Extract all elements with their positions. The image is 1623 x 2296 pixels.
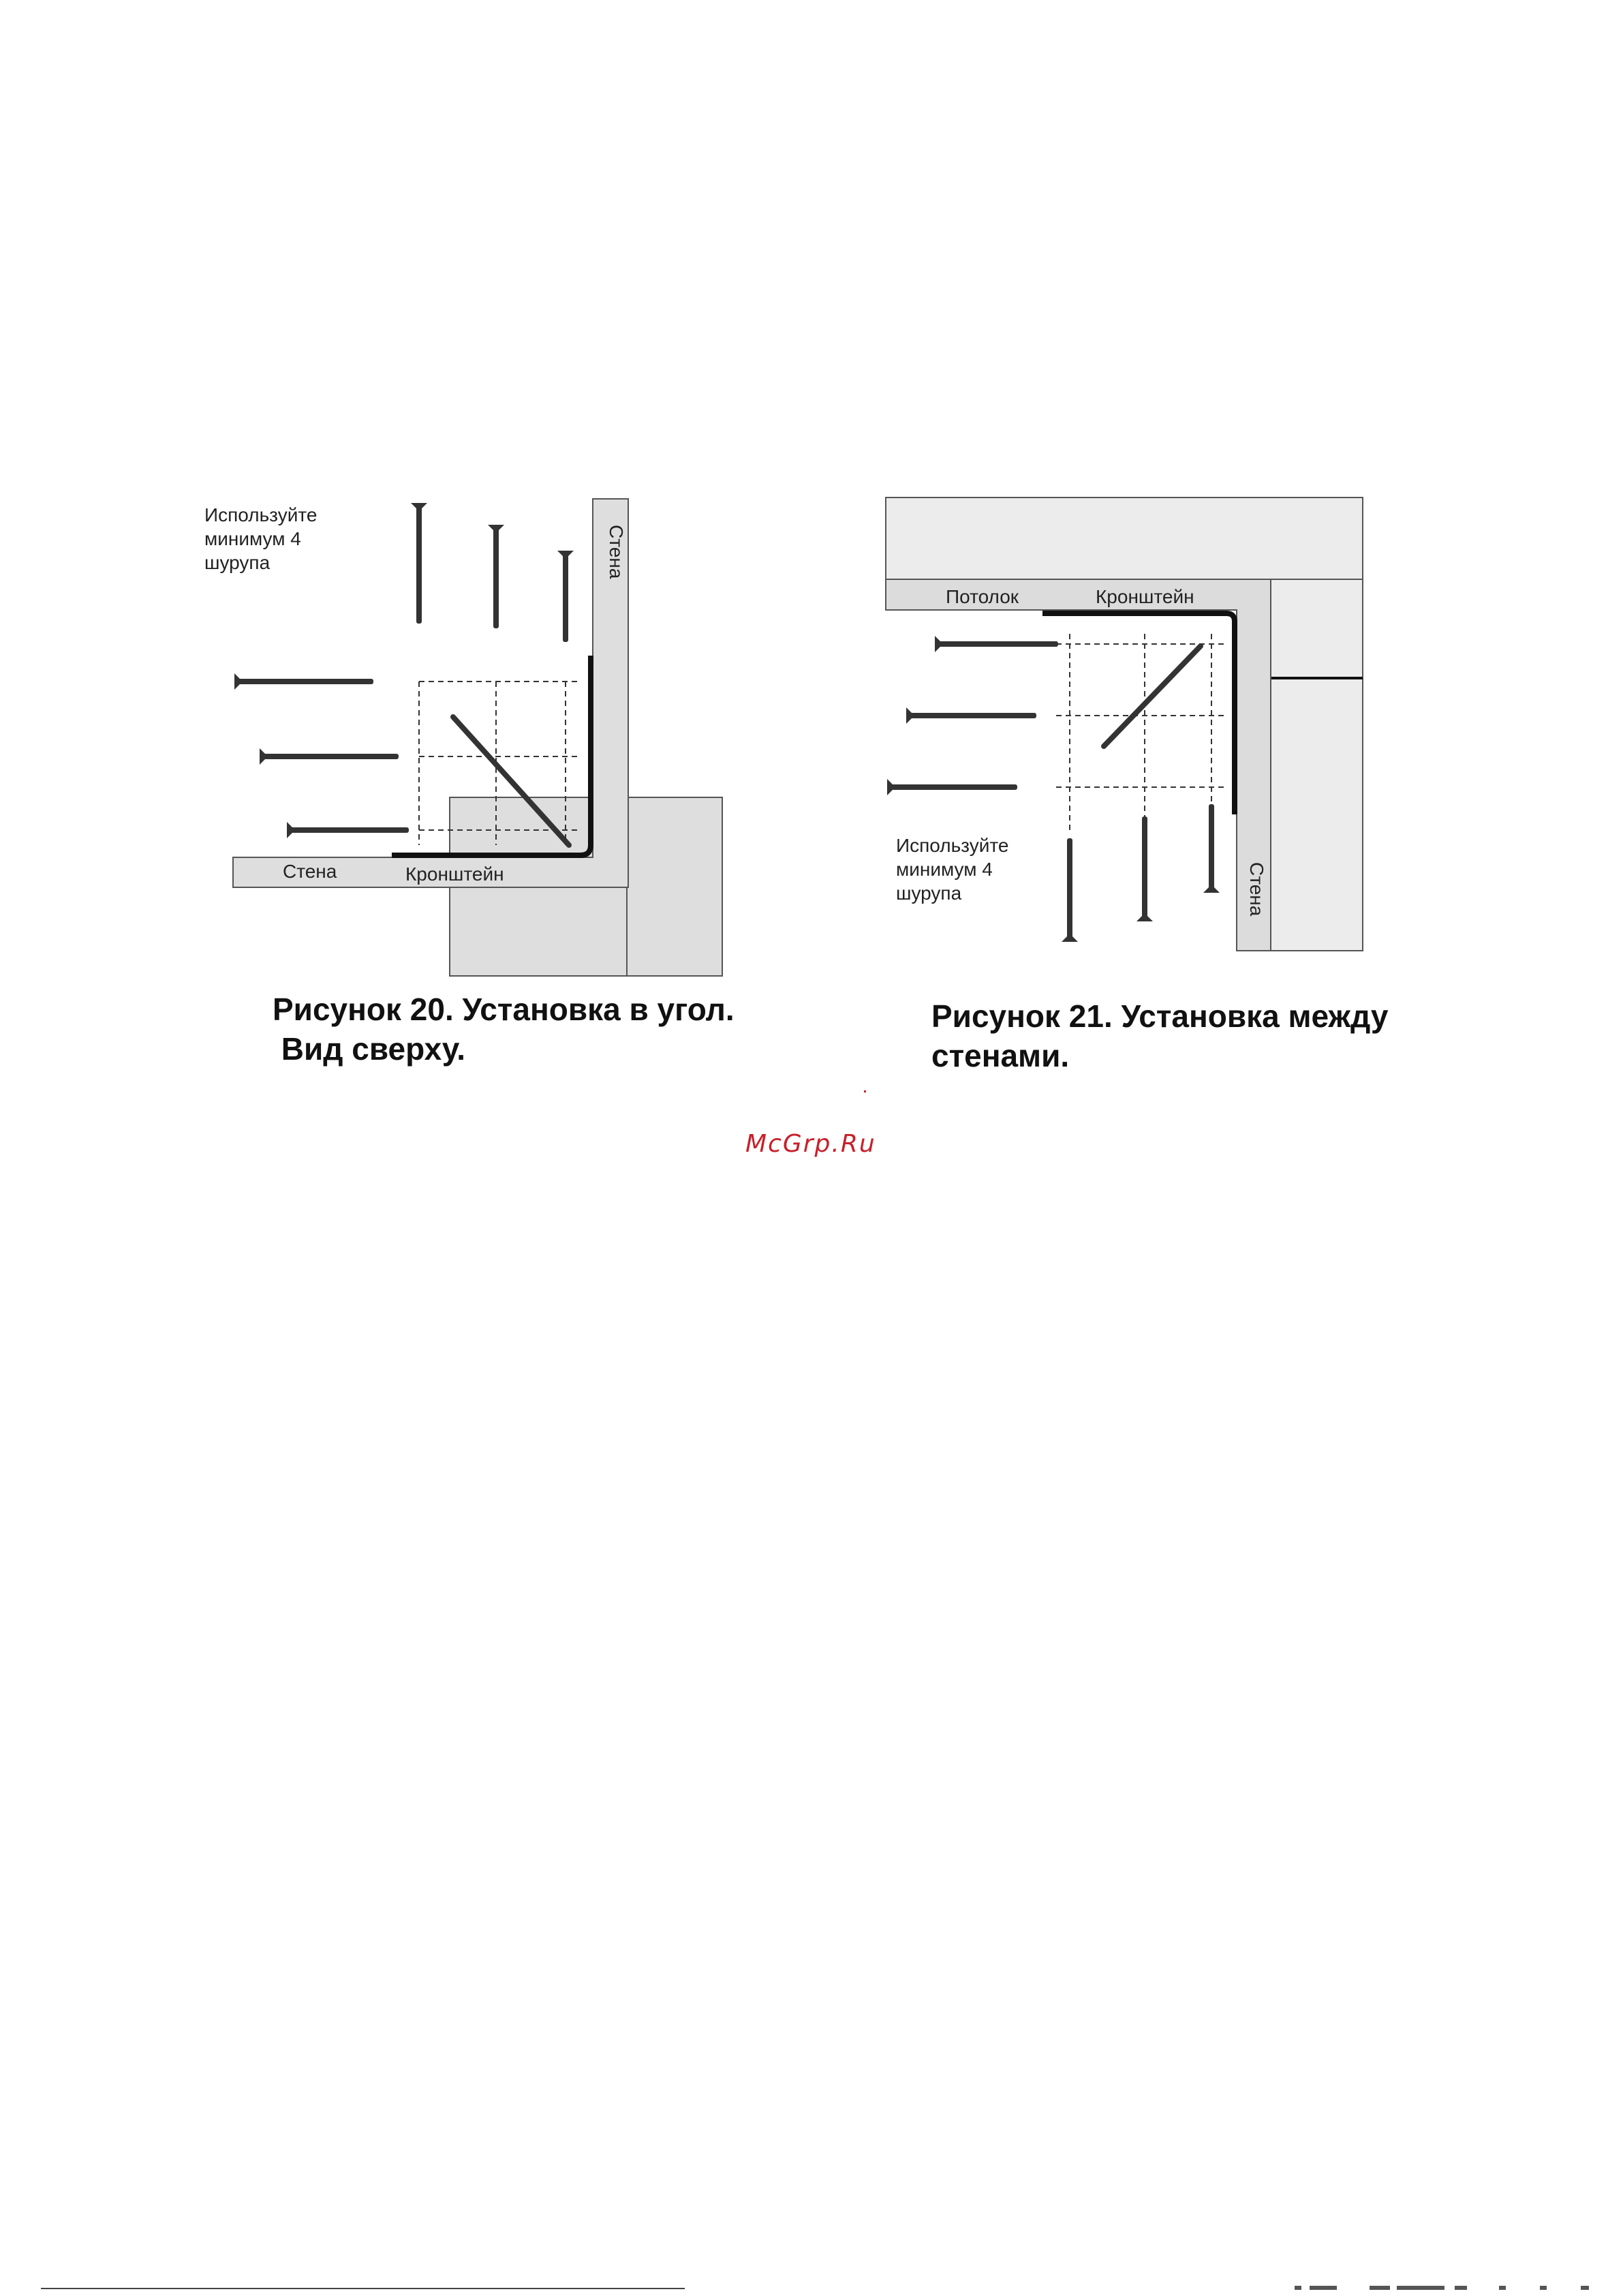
- figure-20-diagram: [204, 477, 756, 988]
- wall-block-upper: [1271, 579, 1363, 678]
- note-line-3: шурупа: [204, 552, 270, 573]
- watermark-link[interactable]: McGrp.Ru: [745, 1130, 876, 1158]
- bracket-label: Кронштейн: [1096, 586, 1194, 607]
- wall-block-lower: [1271, 678, 1363, 951]
- note-line-3: шурупа: [896, 883, 962, 904]
- wall-vertical-label: Стена: [606, 525, 627, 579]
- footer-marks: [1295, 2284, 1594, 2293]
- guide-lines: [1056, 634, 1226, 831]
- ceiling-label: Потолок: [946, 586, 1019, 607]
- figure-21-diagram: [886, 491, 1376, 995]
- screw-diagonal: [1104, 646, 1201, 746]
- figure-21-between-walls-install: [886, 491, 1376, 995]
- figure-20-caption: Рисунок 20. Установка в угол. Вид сверху.: [273, 992, 735, 1067]
- note-line-1: Используйте: [204, 504, 318, 525]
- screws-vertical: [1062, 804, 1220, 942]
- bracket-label: Кронштейн: [405, 863, 504, 885]
- note-line-1: Используйте: [896, 835, 1009, 856]
- footer-rule: [41, 2288, 685, 2289]
- note-line-2: минимум 4: [896, 859, 993, 880]
- screws-vertical: [411, 503, 574, 642]
- wall-horizontal-label: Стена: [283, 861, 337, 882]
- note-line-2: минимум 4: [204, 528, 301, 549]
- screws-horizontal: [887, 636, 1058, 795]
- figure-21-caption: Рисунок 21. Установка между стенами.: [931, 998, 1389, 1073]
- red-dot-mark: [864, 1090, 866, 1092]
- figure-20-corner-install: [204, 477, 756, 988]
- wall-label: Стена: [1246, 862, 1267, 917]
- ceiling-block: [886, 498, 1363, 579]
- screws-horizontal: [234, 673, 409, 838]
